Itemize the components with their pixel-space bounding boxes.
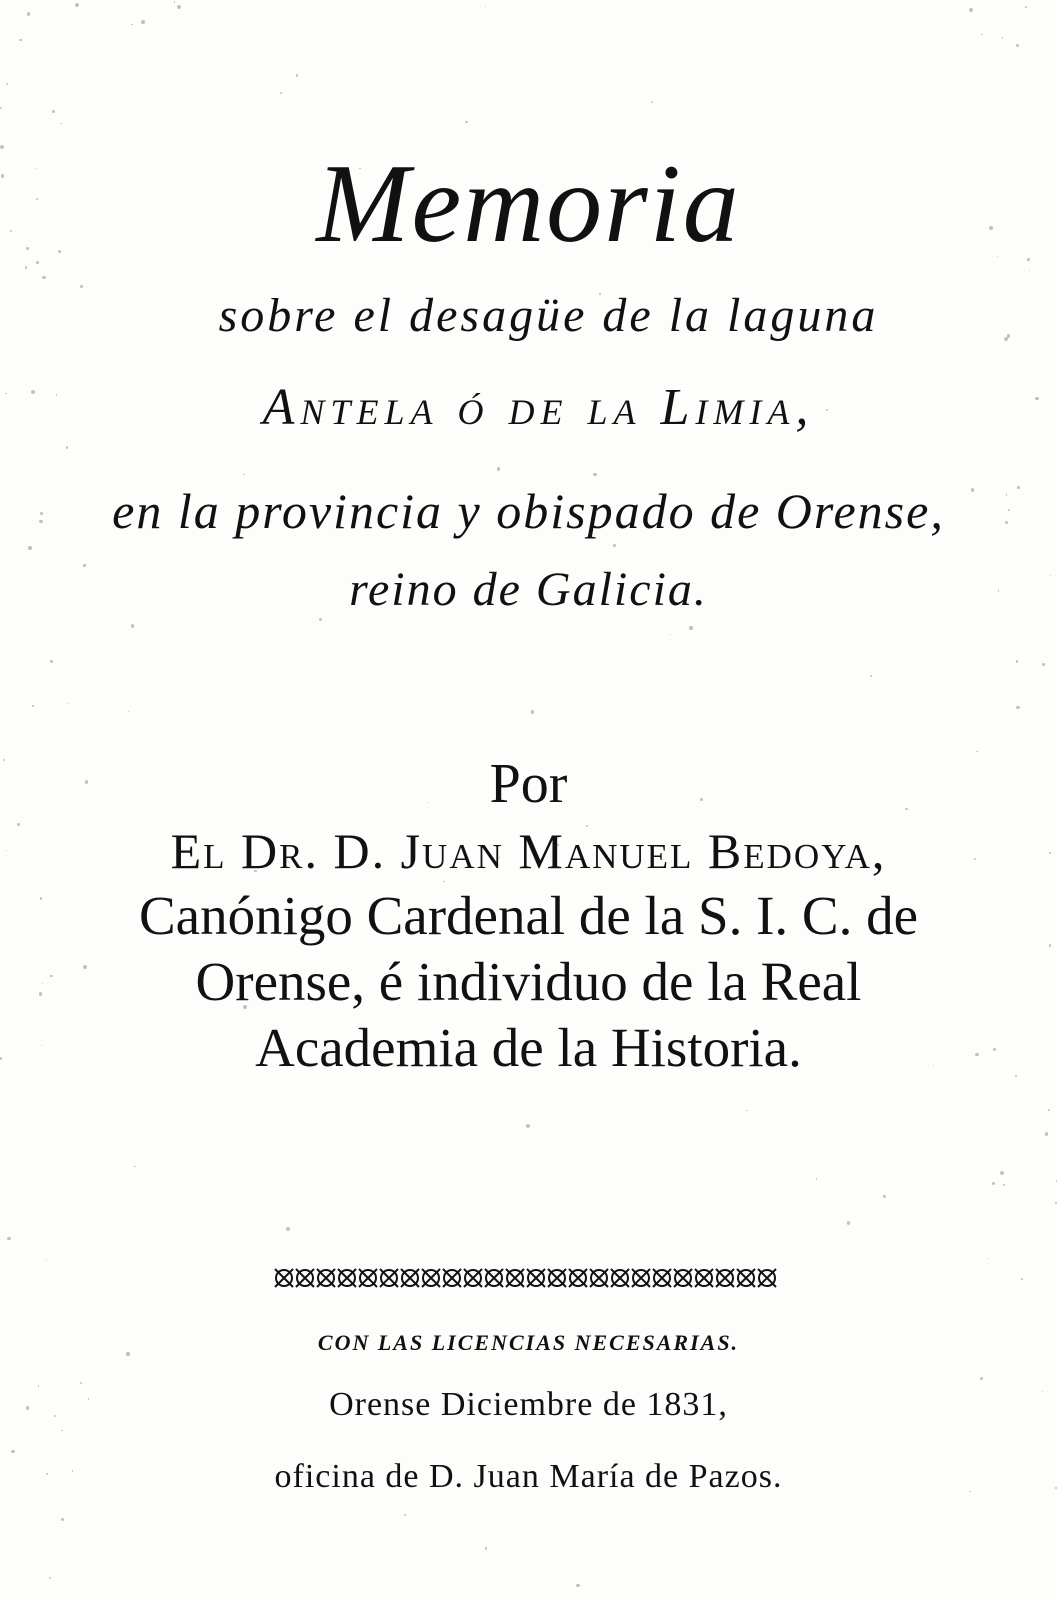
paper-speck <box>85 780 89 784</box>
paper-speck <box>847 1221 850 1224</box>
paper-speck <box>56 394 57 395</box>
paper-speck <box>19 39 21 41</box>
paper-speck <box>670 634 671 635</box>
paper-speck <box>526 1124 530 1128</box>
imprint-line-2: oficina de D. Juan María de Pazos. <box>274 1458 783 1495</box>
paper-speck <box>83 564 86 567</box>
paper-speck <box>613 544 616 547</box>
paper-speck <box>42 276 46 280</box>
paper-speck <box>1003 1184 1005 1186</box>
paper-speck <box>1027 258 1030 261</box>
ornament-motif <box>338 1269 356 1287</box>
paper-speck <box>974 858 976 860</box>
ornament-motif <box>737 1269 755 1287</box>
by-line: Por <box>489 753 568 815</box>
paper-speck <box>141 20 145 24</box>
ornament-motif <box>485 1269 503 1287</box>
paper-speck <box>11 1450 15 1454</box>
paper-speck <box>61 1430 63 1432</box>
ornament-motif <box>296 1269 314 1287</box>
paper-speck <box>1016 660 1019 663</box>
paper-speck <box>969 8 973 12</box>
paper-speck <box>586 825 588 827</box>
paper-speck <box>6 83 8 85</box>
paper-speck <box>67 703 68 704</box>
paper-speck <box>1005 521 1008 524</box>
paper-speck <box>31 390 35 394</box>
paper-speck <box>1000 1171 1004 1175</box>
paper-speck <box>36 198 38 200</box>
paper-speck <box>36 261 39 264</box>
subtitle-line-4: reino de Galicia. <box>349 563 708 616</box>
paper-speck <box>88 1398 89 1399</box>
paper-speck <box>49 1577 51 1579</box>
paper-speck <box>870 675 872 677</box>
ornament-motif <box>611 1269 629 1287</box>
paper-speck <box>576 1584 579 1587</box>
paper-speck <box>992 1182 995 1185</box>
paper-speck <box>17 823 20 826</box>
paper-speck <box>280 92 282 94</box>
paper-speck <box>1016 44 1019 47</box>
paper-speck <box>1016 706 1020 710</box>
paper-speck <box>1029 270 1030 271</box>
author-line-4: Academia de la Historia. <box>255 1017 802 1078</box>
ornament-motif <box>527 1269 545 1287</box>
paper-speck <box>1035 397 1038 400</box>
paper-speck <box>975 1053 978 1056</box>
paper-speck <box>243 474 244 475</box>
paper-speck <box>243 1005 247 1009</box>
paper-speck <box>700 798 703 801</box>
paper-speck <box>66 446 68 448</box>
ornament-motif <box>590 1269 608 1287</box>
paper-speck <box>128 711 130 713</box>
paper-speck <box>1021 1278 1023 1280</box>
paper-speck <box>998 590 999 591</box>
paper-speck <box>816 1178 817 1179</box>
ornament-motif <box>548 1269 566 1287</box>
paper-speck <box>177 5 181 9</box>
paper-speck <box>7 1237 11 1241</box>
paper-speck <box>404 1514 406 1516</box>
paper-speck <box>746 1110 748 1112</box>
paper-speck <box>1017 486 1019 488</box>
imprint-line-1: Orense Diciembre de 1831, <box>329 1386 728 1423</box>
paper-speck <box>981 34 982 35</box>
paper-speck <box>443 881 445 883</box>
ornament-motif <box>422 1269 440 1287</box>
paper-speck <box>134 1166 135 1167</box>
paper-speck <box>988 1258 989 1259</box>
paper-speck <box>32 705 34 707</box>
paper-speck <box>60 123 61 124</box>
paper-speck <box>27 12 31 16</box>
ornament-motif <box>695 1269 713 1287</box>
paper-speck <box>41 1045 42 1046</box>
paper-speck <box>319 618 322 621</box>
paper-speck <box>599 293 601 295</box>
paper-speck <box>0 145 4 149</box>
ornament-motif <box>716 1269 734 1287</box>
paper-speck <box>465 121 468 124</box>
paper-speck <box>61 1518 64 1521</box>
paper-speck <box>980 1377 983 1380</box>
paper-speck <box>50 660 53 663</box>
author-line-1: El Dr. D. Juan Manuel Bedoya, <box>170 823 887 879</box>
title: Memoria <box>316 142 741 266</box>
paper-speck <box>971 488 975 492</box>
ornament-motif <box>359 1269 377 1287</box>
paper-speck <box>485 1547 487 1549</box>
paper-speck <box>286 1227 290 1231</box>
paper-speck <box>296 74 298 76</box>
paper-speck <box>1045 1132 1048 1135</box>
ornament-motif <box>464 1269 482 1287</box>
paper-speck <box>26 1406 29 1409</box>
ornamental-rule <box>0 1260 1057 1296</box>
paper-speck <box>40 512 43 515</box>
paper-speck <box>174 1 175 2</box>
ornament-motif <box>443 1269 461 1287</box>
paper-speck <box>485 6 486 7</box>
ornament-motif <box>401 1269 419 1287</box>
author-line-2: Canónigo Cardenal de la S. I. C. de <box>139 885 918 946</box>
ornament-motif <box>317 1269 335 1287</box>
paper-speck <box>1055 1487 1057 1489</box>
paper-speck <box>1 174 4 177</box>
paper-speck <box>593 473 596 476</box>
ornament-motif <box>674 1269 692 1287</box>
paper-speck <box>359 168 361 170</box>
paper-speck <box>52 110 55 113</box>
ornament-motif <box>506 1269 524 1287</box>
ornament-motif <box>569 1269 587 1287</box>
ornament-motif <box>632 1269 650 1287</box>
ornament-motif <box>758 1269 776 1287</box>
paper-speck <box>131 624 134 627</box>
paper-speck <box>0 107 2 109</box>
paper-speck <box>126 1352 129 1355</box>
paper-speck <box>1015 1075 1017 1077</box>
subtitle-line-3: en la provincia y obispado de Orense, <box>112 483 945 539</box>
paper-speck <box>75 3 79 7</box>
paper-speck <box>1025 6 1027 8</box>
paper-speck <box>25 266 27 268</box>
paper-speck <box>1049 944 1051 946</box>
ornament-motif <box>653 1269 671 1287</box>
paper-speck <box>531 710 534 713</box>
paper-speck <box>497 467 500 470</box>
ornament-motif <box>275 1269 293 1287</box>
paper-speck <box>80 1382 82 1384</box>
paper-speck <box>58 250 61 253</box>
paper-speck <box>28 546 32 550</box>
ornament-motif <box>380 1269 398 1287</box>
paper-speck <box>651 101 653 103</box>
paper-speck <box>1048 1109 1050 1111</box>
paper-speck <box>883 1195 886 1198</box>
subtitle-line-1: sobre el desagüe de la laguna <box>218 289 879 342</box>
paper-speck <box>1042 663 1045 666</box>
paper-speck <box>689 626 692 629</box>
author-line-3: Orense, é individuo de la Real <box>195 951 862 1012</box>
licence-line: CON LAS LICENCIAS NECESARIAS. <box>317 1330 740 1355</box>
paper-speck <box>1002 37 1003 38</box>
paper-speck <box>131 24 132 25</box>
paper-speck <box>1007 334 1010 337</box>
subtitle-line-2: Antela ó de la Limia, <box>262 379 815 436</box>
paper-speck <box>83 965 87 969</box>
